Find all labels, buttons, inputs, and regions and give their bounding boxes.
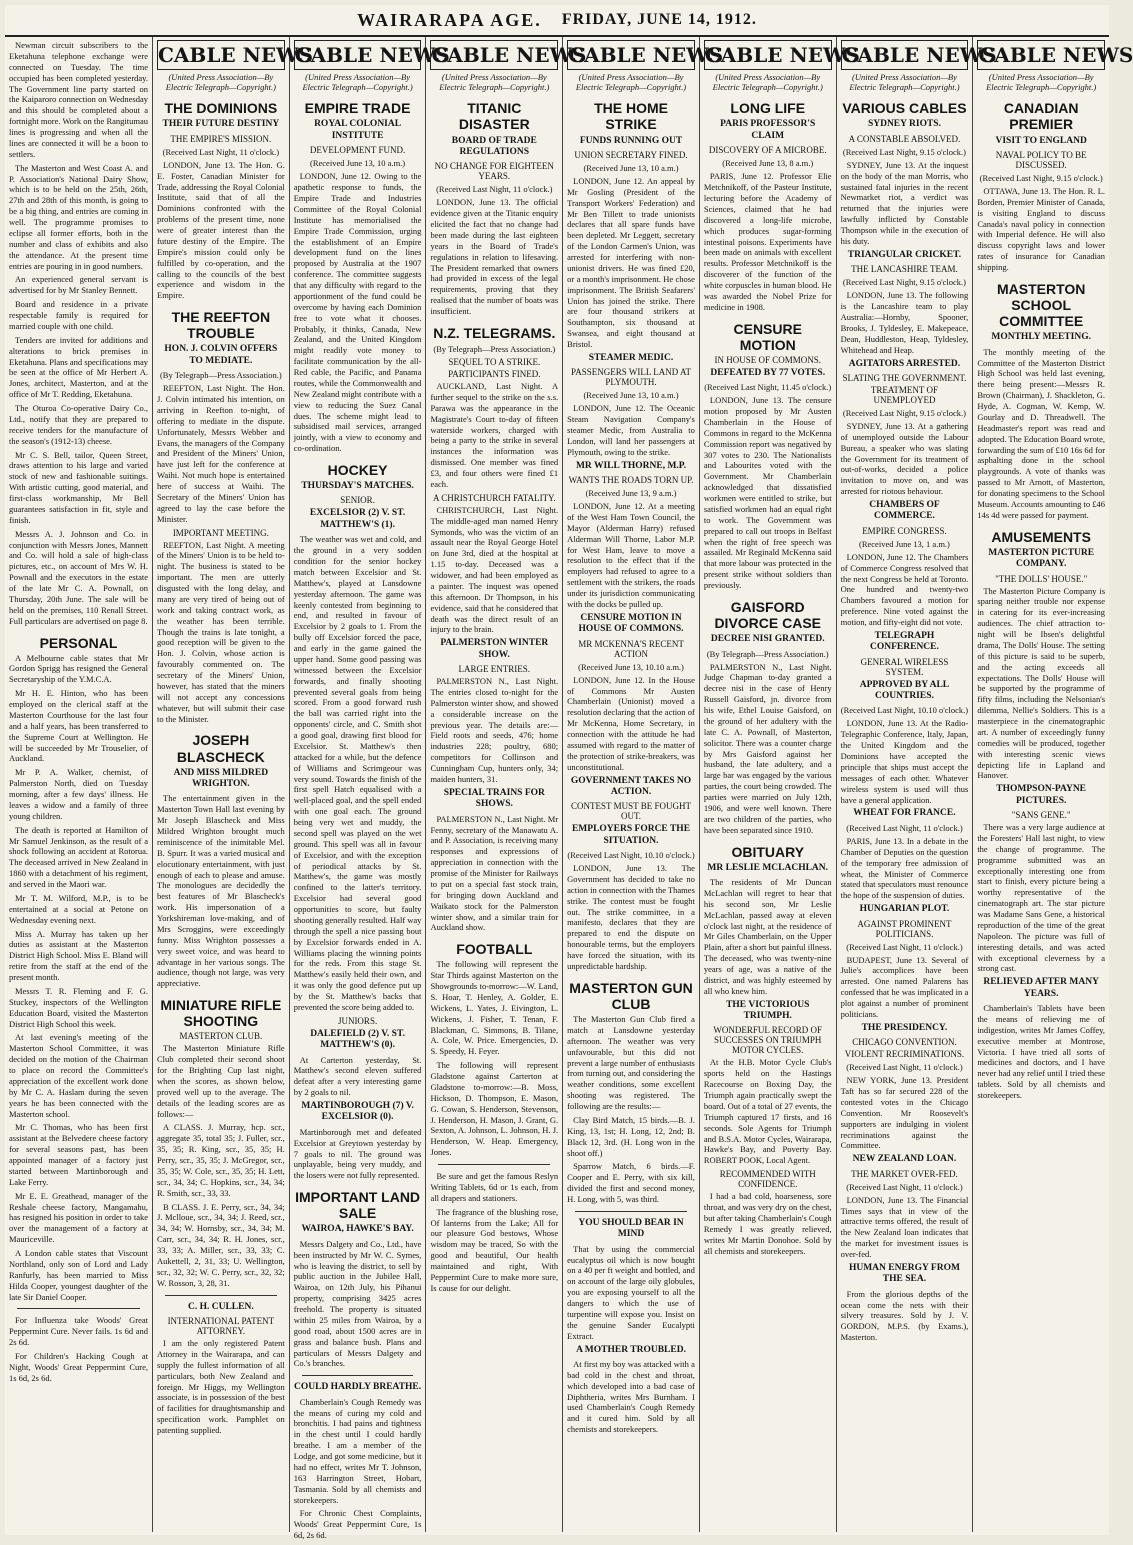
dateline: (By Telegraph—Press Association.) [433,344,556,355]
minor-heading: "THE DOLLS' HOUSE." [995,573,1088,584]
paragraph: BUDAPEST, June 13. Several of Julie's accomplices have been arrested. One named Palarens has confessed that he was implicated in a plot against a number of prominent politicians. [840,954,969,1019]
news-column [973,37,1133,1532]
minor-heading: THE EMPIRE'S MISSION. [170,133,272,144]
subheadline: SYDNEY RIOTS. [867,119,941,130]
dateline: (By Telegraph—Press Association.) [159,370,282,381]
headline: VARIOUS CABLES [842,100,967,117]
minor-heading: DEVELOPMENT FUND. [309,145,406,156]
paragraph: Martinborough met and defeated Excelsior at Greytown yesterday by 7 goals to nil. The ground was unplayable, being very muddy, and the losers were not fully represented. [293,1126,422,1181]
subheadline: THE VICTORIOUS TRIUMPH. [726,999,810,1022]
paragraph: From the glorious depths of the ocean come the nets with their silvery treasures. Sold by J. V. GORDON, M.P.S. (by Exams.), Masterton. [840,1288,969,1343]
subheadline: MONTHLY MEETING. [991,332,1091,343]
paragraph: LONDON, June 13. The censure motion proposed by Mr Austen Chamberlain in the House of Commons in regard to the McKenna Commission report was negatived by 307 votes to 230. The Nationalists and Labourites voted with the Government. Mr Chamberlain acknowledged that dissatisfied workmen were entitled to strike, but satisfied workmen had an equal right to work. The Government was prepared to call out troops in Belfast when the right of free speech was assailed. Mr Reginald McKenna said that more labour was protected in the present strike without soldiers than previously. [703,395,832,591]
paragraph: The following will represent Gladstone against Carterton at Gladstone to-morrow:—B. Moss, Hickson, D. Thompson, E. Mason, G. Cowan, S. Henderson, Stevenson, J. Henderson, H. Mason, J. Grant, G. Sexton, A. Johnson, L. Johnson, H. J. Henderson, W. Heap. Emergency, Jones. [430,1060,559,1158]
headline: CANADIAN PREMIER [1003,100,1079,133]
paragraph: At the H.B. Motor Cycle Club's sports held on the Hastings Racecourse on Boxing Day, the Triumph again practically swept the board. Out of a total of 27 events, the Triumph captured 17 firsts, and 16 seconds. Sole Agents for Triumph and B.S.A. Motor Cycles, Wairarapa, Hawke's Bay, and Poverty Bay. ROBERT POOK, Local Agent. [703,1057,832,1166]
subheadline: DALEFIELD (2) V. ST. MATTHEW'S (0). [310,1028,405,1051]
dateline: (Received Last Night, 9.15 o'clock.) [842,277,966,288]
paragraph: Mr C. Thomas, who has been first assistant at the Belvedere cheese factory for several seasons past, has been appointed manager of a factory just started between Martinborough and Lake Ferry. [9,1122,148,1187]
paragraph: At last evening's meeting of the Masterton School Committee, it was decided on the motion of the Chairman to place on record the Committee's appreciation of the excellent work done by Mr C. A. Haslam during the seven years he has been connected with the Masterton school. [9,1032,148,1119]
minor-heading: VIOLENT RECRIMINATIONS. [844,1049,965,1060]
paragraph: AUCKLAND, Last Night. A further sequel to the strike on the s.s. Parawa was the appearance in the Magistrate's Court to-day of fifteen waterside workers, charged with being a party to the strike in several instances the information was dismissed. One member was fined £3, and four others were fined £1 each. [430,381,559,489]
paragraph: Be sure and get the famous Reslyn Writing Tablets, 6d or 1s each, from all drapers and stationers. [430,1171,559,1203]
cable-news-heading: CABLE NEWS [977,40,1105,70]
press-credit: (United Press Association—By Electric Telegraph—Copyright.) [439,72,550,93]
paragraph: Messrs T. R. Fleming and F. G. Stuckey, inspectors of the Wellington Education Board, visited the Masterton District High School this week. [9,985,148,1029]
paragraph: LONDON, June 12. The Oceanic Steam Navigation Company's steamer Medic, from Australia to London, will land her passengers at Plymouth, owing to the strike. [567,403,695,457]
minor-heading: WANTS THE ROADS TORN UP. [568,475,694,486]
paragraph: B CLASS. J. E. Perry, scr., 34, 34; J. Mclloue, scr., 34, 34; J. Reed, scr., 34, 34; W. Hornsby, scr., 34, 34; M. Carr, scr., 34, 34; R. H. Jones, scr., 33, 33; A. Miller, scr., 33, 33; C. Aukettell, 2, 31, 33; U. Wellington, scr., 32, 32; W. C. Perry, scr., 32, 32; W. Rosson, 3, 28, 31. [157,1201,285,1288]
headline: THE REEFTON TROUBLE [171,309,271,342]
dateline: (Received June 13, 10 a.m.) [310,158,406,169]
news-column [153,37,314,1532]
paragraph: The Masterton Gun Club fired a match at Lansdowne yesterday afternoon. The weather was very unfavourable, but this did not prevent a large number of enthusiasts from turning out, and considering the weather conditions, some excellent shooting was registered. The following are the results:— [567,1014,695,1112]
cable-news-heading: CABLE NEWS [841,40,969,70]
dateline: (Received Last Night, 11 o'clock.) [436,184,553,195]
paragraph: CHRISTCHURCH, Last Night. The middle-aged man named Henry Symonds, who was the victim of an assault near the Royal George Hotel on June 3rd, died at the hospital at 1.15 to-day. Deceased was a widower, and had been employed as a painter. The inquest was opened this afternoon. Dr Thompson, in his evidence, said that he considered that death was the direct result of an injury to the brain. [430,504,559,635]
paragraph: At first my boy was attacked with a bad cold in the chest and throat, which developed into a bad case of Diphtheria, writes Mrs Burnham. I used Chamberlain's Cough Remedy and it cured him. Sold by all chemists and storekeepers. [567,1358,695,1435]
cable-news-heading: CABLE NEWS [704,40,832,70]
press-credit: (United Press Association—By Electric Telegraph—Copyright.) [849,72,960,93]
paragraph: Mr P. A. Walker, chemist, of Palmerston North, died on Tuesday morning, after a few days' illness. He leaves a widow and a family of three young children. [9,767,148,821]
subheadline: DEFEATED BY 77 VOTES. [710,367,826,378]
minor-heading: SENIOR. [340,495,375,506]
cable-news-banner [157,40,314,93]
cable-news-heading: CABLE NEWS [294,40,422,70]
subheadline: DECREE NISI GRANTED. [710,634,825,645]
subheadline: AND MISS MILDRED WRIGHTON. [173,767,269,790]
minor-heading: CHICAGO CONVENTION. [852,1037,957,1048]
minor-heading: GENERAL WIRELESS SYSTEM. [860,656,949,677]
news-column [426,37,587,1532]
headline: PERSONAL [39,634,118,651]
subheadline: WHEAT FOR FRANCE. [853,808,956,819]
subheadline: THOMPSON-PAYNE PICTURES. [996,784,1087,806]
headline: MASTERTON GUN CLUB [569,979,693,1012]
minor-heading: THE LANCASHIRE TEAM. [851,264,958,275]
paragraph: The Masterton and West Coast A. and P. Association's National Dairy Show, which is to be held on the 25th, 26th, 27th and 28th of this month, is going to be a big thing, and entries are coming in well. The programme promises to eclipse all former efforts, both in the number and class of exhibits and also the attendance. At the present time entries are pouring in in good numbers. [9,162,148,271]
paragraph: The fragrance of the blushing rose, Of lanterns from the Lake; All for our pleasure God bestows, Whose wisdom may be traced, So with the good and beautiful, Our health maintained and right, With Peppermint Cure to make more sure, Is cause for our delight. [430,1206,559,1293]
paragraph: That by using the commercial eucalyptus oil which is now bought on a 40 per ft weight and bottled, and on account of the large oily globules, you are exposing yourself to all the dangers to which the use of turpentine will expose you. Insist on the genuine Sander Eucalypti Extract. [567,1243,695,1341]
paragraph: Chamberlain's Cough Remedy was the means of curing my cold and bronchitis. I had pains and tightness in the chest until I could hardly breathe. I am a member of the Lodge, and got some medicine, but it had no effect, writes Mr T. Johnson, 163 Harrington Street, Hobart, Tasmania. Sold by all chemists and storekeepers. [293,1396,422,1505]
paragraph: For Influenza take Woods' Great Peppermint Cure. Never fails. 1s 6d and 2s 6d. [9,1315,148,1348]
paragraph: The Masterton Picture Company is sparing neither trouble nor expense in catering for its ever-increasing audiences. The chief attraction to-night will be Ibsen's delightful drama, The Dolls' House. The setting of this picture is said to be superb, and the acting exceeds all expectations. The Dolls' House will be supported by the programme of fifty films, including the Nelsonian's dilemma, Nellie's Soldiers. This is a masterpiece in the cinematographic art. A number of exceedingly funny comedies will be produced, together with interesting scenic views depicting life in Lapland and Hanover. [977,585,1106,781]
dateline: (Received June 13, 10 a.m.) [583,162,679,173]
headline: MASTERTON SCHOOL COMMITTEE [996,280,1086,330]
paragraph: PARIS, June 13. In a debate in the Chamber of Deputies on the question of the temporary free admission of wheat, the Minister of Commerce stated that speculators must renounce the hope of the suspension of duties. [840,835,969,901]
minor-heading: PASSENGERS WILL LAND AT PLYMOUTH. [571,367,691,388]
subheadline: APPROVED BY ALL COUNTRIES. [859,679,950,702]
minor-heading: THE MARKET OVER-FED. [851,1168,958,1179]
columns-container [5,37,1133,1541]
paragraph: The weather was wet and cold, and the ground in a very sodden condition for the senior hockey match between Excelsior and St. Matthew's, played at Lansdowne yesterday afternoon. The game was keenly contested from beginning to end, and resulted in favour of Excelsior by 2 goals to 1. From the bully off Excelsior forced the pace, and early in the game gained the upper hand. Some good passing was witnessed between the Excelsior forwards, and finally shooting prevented several goals from being scored. From a good forward rush the ball was carried right into the opponents' circle, and C. Smith shot a good goal, drawing first blood for Excelsior. St. Matthew's then attacked for a while, but the defence of Williams and Scrimgeour was very sound. Towards the finish of the first spell Hatch equalised with a well-placed goal, and the spell ended with one goal each. The ground being very wet and muddy, the second spell was played on the wet ground. This spell was all in favour of Excelsior, and with the exception of periodical attacks by St. Matthew's, the game was mostly confined to the latter's territory. Excelsior had several good opportunities to score, but faulty shooting generally resulted. Half way through the spell a nice passing bout by Excelsior forwards ended in A. Williams placing the winning points for the reds. From this stage St. Matthew's easily held their own, and it was only the good defence put up by the St. Matthew's backs that prevented the score being added to. [293,534,422,1012]
subheadline: THE PRESIDENCY. [861,1022,948,1033]
paragraph: Clay Bird Match, 15 birds.—B. J. King, 13, 1st; H. Long, 12, 2nd; B. Black 12, 3rd. (H. Long won in the shoot off.) [567,1114,695,1158]
minor-heading: SEQUEL TO A STRIKE. [448,357,541,368]
dateline: (Received Last Night, 9.15 o'clock.) [979,172,1103,183]
minor-heading: SLATING THE GOVERNMENT. [842,372,967,383]
paragraph: The following will represent the Star Thirds against Masterton on the Showgrounds to-morrow:—W. Land, S. Hoar, T. Henley, A. Golder, E. Wickens, L. Yates, J. Eivington, L. Wickens, J. Fisher, T. Tenan, F. Blackman, C. Simmons, B. Tilane, A. Cole, W. Price. Emergencies, D. S. Speedy, H. Feyer. [430,959,559,1057]
minor-heading: "SANS GENE." [1011,810,1071,821]
dateline: (Received Last Night, 11 o'clock.) [846,822,963,833]
divider [302,1375,414,1376]
paragraph: SYDNEY, June 13. At the inquest on the body of the man Morris, who sustained fatal injuries in the recent Newmarket riot, a verdict was returned that the injuries were lawfully inflicted by Constable Thompson while in the execution of his duty. [840,159,969,246]
paragraph: LONDON, June 13. The Government has decided to take no action in connection with the Thames strike. The contest must be fought out. The strike committee, in a manifesto, declares that they are prepared to end the dispute on honourable terms, but the employers have forced the situation, with its unpredictable hardship. [567,863,695,971]
paragraph: The monthly meeting of the Committee of the Masterton District High School was held last evening, there being present:—Messrs R. Brown (Chairman), J. Shackleton, G. Hyde, A. Cogman, W. Kemp, W. Gourlay and D. Threadwell. The Headmaster's report was read and adopted. The Education Board wrote, forwarding the sum of £10 16s 6d for asphalting done in the school playgrounds. A vote of thanks was passed to Mr Arnott, of Masterton, for donating specimens to the School Museum. Accounts amounting to £46 14s 4d were passed for payment. [977,346,1106,520]
paragraph: Mr H. E. Hinton, who has been employed on the clerical staff at the Masterton Courthouse for the last four and a half years, has been transferred to the Supreme Court at Wellington. He will be succeeded by Mr Trouselier, of Auckland. [9,688,148,764]
news-column [837,37,997,1532]
minor-heading: IMPORTANT MEETING. [172,527,269,538]
paragraph: LONDON, June 12. The Chambers of Commerce Congress resolved that the next Congress be held at Toronto. One hundred and twenty-two Chambers favoured a motion for preference. Nine voted against the motion, and fifty-eight did not vote. [840,551,969,628]
press-credit: (United Press Association—By Electric Telegraph—Copyright.) [986,72,1097,93]
headline: LONG LIFE [730,100,806,117]
dateline: (Received June 13, 1 a.m.) [859,538,950,549]
dateline: (Received June 13, 8 a.m.) [722,158,814,169]
subheadline: THURSDAY'S MATCHES. [301,481,414,492]
dateline: (Received Last Night, 10.10 o'clock.) [567,850,695,861]
minor-heading: A CHRISTCHURCH FATALITY. [432,492,556,503]
minor-heading: NAVAL POLICY TO BE DISCUSSED. [995,149,1087,170]
paragraph: PARIS, June 12. Professor Elie Metchnikoff, of the Pasteur Institute, lecturing before the Academy of Sciences, claimed that he had discovered a long-life microbe, which produces sugar-forming intestinal poisons. Experiments have been made on animals with excellent results. Professor Metchnikoff is the discoverer of the function of the white corpuscles in human blood. He was awarded the Nobel Prize for medicine in 1908. [703,171,832,312]
cable-news-banner [294,40,450,93]
paragraph: NEW YORK, June 13. President Taft has so far secured 228 of the contested votes in the Chicago Convention. Mr Roosevelt's supporters are indulging in violent recriminations against the Committee. [840,1075,969,1151]
subheadline: GOVERNMENT TAKES NO ACTION. [570,775,692,797]
paragraph: PALMERSTON N., Last Night. Judge Chapman to-day granted a decree nisi in the case of Henry Russell Gaisford, jn. divorce from his wife, Ethel Louise Gaisford, on the ground of her adultery with the late C. A. Pownall, of Masterton, solicitor. There was a counter charge by Mrs Gaisford against her husband, the late adultery, and a large bar was engaged by the various parties, the court being crowded. The parties were married on July 12th, 1906, and were well known. There are two children of the parties, who have been separated since 1910. [703,661,832,835]
news-column [700,37,860,1532]
paragraph: For Children's Hacking Cough at Night, Woods' Great Peppermint Cure, 1s 6d, 2s 6d. [9,1351,148,1383]
paragraph: Messrs Dalgety and Co., Ltd., have been instructed by Mr W. C. Symes, who is leaving the district, to sell by public auction in the Jubilee Hall, Wairoa, on 12th July, his Pihanui property, comprising 3425 acres freehold. The property is situated within 25 miles from Wairoa, by a good road, about 1500 acres are in grass and balance bush. Plans and particulars of Messrs Dalgety and Co.'s branches. [293,1238,422,1369]
paragraph: Chamberlain's Tablets have been the means of relieving me of indigestion, writes Mr James Coffey, executive member at Montrose, Victoria. I have tried all sorts of medicines and doctors, and I have never had any relief until I tried these tablets. Sold by all chemists and storekeepers. [977,1003,1106,1101]
masthead [5,5,1109,37]
paragraph: LONDON, June 13. The official evidence given at the Titanic enquiry elicited the fact that no change had been made during the last eighteen years in the Board of Trade's regulations in relation to lifesaving. The President remarked that owners had provided in excess of the legal requirements, proving that they realised that the number of boats was insufficient. [430,197,559,317]
dateline: (Received Last Night, 11 o'clock.) [846,1181,963,1192]
dateline: (By Telegraph—Press Association.) [706,648,829,659]
paragraph: Sparrow Match, 6 birds.—F. Cooper and E. Perry, with six kill, divided the first and second money, H. Long, with 5, was third. [567,1161,695,1205]
subheadline: HUMAN ENERGY FROM THE SEA. [848,1262,960,1285]
press-credit: (United Press Association—By Electric Telegraph—Copyright.) [712,72,823,93]
subheadline: FUNDS RUNNING OUT [579,135,683,146]
headline: FOOTBALL [456,941,533,958]
divider [165,1295,277,1296]
minor-heading: A CONSTABLE ABSOLVED. [848,133,961,144]
minor-heading: TREATMENT OF UNEMPLOYED [870,384,938,405]
headline: GAISFORD DIVORCE CASE [714,598,822,632]
paragraph: Newman circuit subscribers to the Eketahuna telephone exchange were connected on Tuesday. The time occupied has been completed yesterday. The Government line party started on the Kaiparoro connection on Wednesday and this should be completed about a fortnight more. Work on the Rangitumau lines is progressing and when all the lines are connected it will be a boon to settlers. [9,40,148,159]
paragraph: OTTAWA, June 13. The Hon. R. L. Borden, Premier Minister of Canada, is visiting England to discuss Canada's naval policy in connection with Imperial defence. He will also discuss copyright laws and lower rates of insurance for Canadian shipping. [977,185,1106,273]
paragraph: The entertainment given in the Masterton Town Hall last evening by Mr Joseph Blascheck and Miss Mildred Wrighton brought much reminiscence of the inimitable Mel. B. Spurr. It was a varied musical and elocutionary entertainment, with just enough of each to please and amuse. The monologues are decidedly the best features of Mr Blascheck's work. His impersonation of a Yorkshireman love-making, and of Mrs Scroggins, were exceedingly funny. Miss Wrighton possesses a very sweet voice, and was heard to advantage in her various songs. The audience, though not large, was very appreciative. [157,793,285,989]
headline: OBITUARY [731,843,805,860]
minor-heading: CONTEST MUST BE FOUGHT OUT. [571,801,691,822]
paragraph: The residents of Mr Duncan McLachlan will regret to hear that his second son, Mr Leslie McLachlan, passed away at eleven o'clock last night, at the residence of Mr Giles Chamberlain, on the Upper Plain, after a short but painful illness. The deceased, who was twenty-nine years of age, was a native of the district, and was highly esteemed by all who knew him. [703,877,832,996]
paragraph: LONDON, June 13. At the Radio-Telegraphic Conference, Italy, Japan, the United Kingdom and the Dominions have accepted the principle that ships must accept the messages of each other. Whatever wireless system is used will thus have a general application. [840,718,969,805]
paragraph: PALMERSTON N., Last Night. The entries closed to-night for the Palmerston winter show, and showed a considerable increase on the previous year. The details are:—Field roots and seeds, 476; home industries 228; poultry, 680; competitors for Collinson and Cunningham Cup, hunters only, 34; maiden hunters, 31. [430,676,559,784]
paragraph: REEFTON, Last Night. The Hon. J. Colvin intimated his intention, on arriving in Reefton to-night, of offering to mediate in the dispute. Unfortunately, Messrs Webber and Evans, the managers of the Company and President of the Miners' Union, have just left for the conference at Waihi. Not much hope is entertained here of success at Waihi. The Secretary of the Miners' Union has agreed to lay the case before the Minister. [157,383,285,524]
paragraph: A Melbourne cable states that Mr Gordon Sprigg has resigned the General Secretaryship of the Y.M.C.A. [9,652,148,685]
subheadline: MASTERTON PICTURE COMPANY. [988,547,1095,570]
masthead-title: WAIRARAPA AGE. [357,9,542,30]
dateline: (Received June 13, 9 a.m.) [585,488,677,499]
subheadline: STEAMER MEDIC. [588,352,674,363]
dateline: (Received Last Night, 11 o'clock.) [162,146,280,157]
headline: JOSEPH BLASCHECK [176,732,265,765]
paragraph: Mr C. S. Bell, tailor, Queen Street, draws attention to his large and varied stock of new and fashionable suitings. With artistic cutting, good material, and first-class workmanship, Mr Bell guarantees satisfaction in fit, style and finish. [9,449,148,525]
dateline: (Received Last Night, 9.15 o'clock.) [842,407,966,418]
paragraph: Tenders are invited for additions and alterations to brick premises in Eketahuna. Plans and specifications may be seen at the office of Mr Herbert A. Jones, architect, Masterton, and at the office of Mr T. Redding, Eketahuna. [9,334,148,400]
cable-news-banner [430,40,587,93]
minor-heading: IN HOUSE OF COMMONS. [714,354,821,365]
minor-heading: UNION SECRETARY FINED. [574,149,688,160]
cable-news-banner [977,40,1133,93]
divider [17,1308,140,1309]
paragraph: SYDNEY, June 13. At a gathering of unemployed outside the Labour Bureau, a speaker who was slating the Government for its treatment of out-of-works, decided a police invitation to move on, and was arrested for riotous behaviour. [840,420,969,497]
minor-heading: NO CHANGE FOR EIGHTEEN YEARS. [434,161,554,182]
paragraph: PALMERSTON N., Last Night. Mr Fenny, secretary of the Manawatu A. and P. Association, is receiving many responses and expressions of appreciation in connection with the promise of the Minister for Railways to put on a special fast stock train, for bringing down Auckland and Waikato stock for the Palmerston winter show, and a similar train for Auckland show. [430,813,559,933]
headline: TITANIC DISASTER [458,100,530,133]
headline: N.Z. TELEGRAMS. [433,324,556,341]
paragraph: An experienced general servant is advertised for by Mr Stanley Bennett. [9,274,148,296]
subheadline: TELEGRAPH CONFERENCE. [870,630,939,653]
paragraph: A London cable states that Viscount Northland, only son of Lord and Lady Ranfurly, has been married to Miss Hilda Cooper, youngest daughter of the late Sir Daniel Cooper. [9,1248,148,1302]
cable-news-heading: CABLE NEWS [430,40,558,70]
subheadline: C. H. CULLEN. [188,1301,254,1312]
cable-news-banner [567,40,724,93]
paragraph: I am the only registered Patent Attorney in the Wairarapa, and can supply the fullest information of all particulars, both New Zealand and foreign. Mr Higgs, my Wellington associate, is in possession of the best of facilities for draughtsmanship and specification work. Pamphlet on patenting supplied. [157,1338,285,1435]
paragraph: There was a very large audience at the Foresters' Hall last night, to view the change of programme. The programme submitted was an exceptionally interesting one from start to finish, every picture being a worthy representative of the cinematograph art. The star picture was Madame Sans Gene, a historical reproduction of the time of the great Napoleon. The picture was full of interesting details, and was acted with exceptional cleverness by a strong cast. [977,822,1106,974]
minor-heading: LARGE ENTRIES. [458,664,531,675]
paragraph: For Chronic Chest Complaints, Woods' Great Peppermint Cure, 1s 6d, 2s 6d. [293,1508,422,1541]
press-credit: (United Press Association—By Electric Telegraph—Copyright.) [575,72,687,93]
subheadline: NEW ZEALAND LOAN. [852,1154,957,1165]
news-column [5,37,153,1532]
subheadline: BOARD OF TRADE REGULATIONS [451,135,537,157]
subheadline: YOU SHOULD BEAR IN MIND [578,1217,684,1240]
subheadline: CENSURE MOTION IN HOUSE OF COMMONS. [578,612,684,635]
subheadline: A MOTHER TROUBLED. [576,1344,686,1355]
subheadline: COULD HARDLY BREATHE. [294,1382,422,1393]
news-column [290,37,450,1541]
minor-heading: INTERNATIONAL PATENT ATTORNEY. [167,1316,275,1336]
subheadline: HON. J. COLVIN OFFERS TO MEDIATE. [164,344,278,366]
minor-heading: EMPIRE CONGRESS. [862,525,947,536]
subheadline: MR WILL THORNE, M.P. [575,460,687,471]
dateline: (Received Last Night, 9.15 o'clock.) [842,146,966,157]
minor-heading: DISCOVERY OF A MICROBE. [708,145,827,156]
subheadline: TRIANGULAR CRICKET. [847,249,962,260]
paragraph: LONDON, June 12. An appeal by Mr Gosling (President of the Transport Workers' Federation) and Mr Ben Tillett to trade unionists declares that all spare funds have been depleted. Mr Leggett, secretary of the London Carmen's Union, was arrested for interfering with non-unionist drivers. He was fined £20, or a month's imprisonment. He chose imprisonment. The British Seafarers' Union has joined the strike. There are four thousand strikers at Southampton, six thousand at Swansea, and eight thousand at Bristol. [567,175,695,350]
minor-heading: PARTICIPANTS FINED. [448,369,541,380]
paragraph: Mr T. M. Wilford, M.P., is to be entertained at a social at Petone on Wednesday evening next. [9,892,148,925]
subheadline: MR LESLIE MCLACHLAN. [707,862,829,873]
subheadline: PARIS PROFESSOR'S CLAIM [720,119,816,141]
minor-heading: JUNIORS. [337,1015,378,1026]
minor-heading: AGAINST PROMINENT POLITICIANS. [857,918,952,939]
headline: AMUSEMENTS [991,528,1091,545]
dateline: (Received Last Night, 11.45 o'clock.) [704,382,832,393]
masthead-date: FRIDAY, JUNE 14, 1912. [561,11,757,28]
cable-news-banner [841,40,997,93]
subheadline: CHAMBERS OF COMMERCE. [869,500,940,522]
subheadline: EXCELSIOR (2) V. ST. MATTHEW'S (1). [309,508,406,530]
subheadline: RELIEVED AFTER MANY YEARS. [983,977,1099,999]
dateline: (Received Last Night, 10.10 o'clock.) [840,705,969,716]
subheadline: EMPLOYERS FORCE THE SITUATION. [571,824,691,846]
headline: THE DOMINIONS [164,100,278,117]
paragraph: LONDON, June 13. The following is the Lancashire team to play Australia:—Hornby, Spooner, Brooks, J. Tyldesley, E. Makepeace, Dean, Huddleston, Heap, Tyldesley, Whitehead and Heap. [840,290,969,355]
paragraph: A CLASS. J. Murray, hcp. scr., aggregate 35, total 35; J. Fuller, scr., 35, 35; R. King, scr., 35, 35; H. Perry, scr., 35, 35; J. McGregor, scr., 35, 35; W. Cole, scr., 35, 35; H. Lett, scr., 34, 34; C. Hopkins, scr., 34, 34; R. Smith, scr., 33, 33. [157,1122,285,1198]
subheadline: AGITATORS ARRESTED. [848,358,961,369]
dateline: (Received Last Night, 11 o'clock.) [846,941,963,952]
minor-heading: RECOMMENDED WITH CONFIDENCE. [719,1169,816,1190]
subheadline: WAIROA, HAWKE'S BAY. [301,1224,414,1235]
paragraph: I had a bad cold, hoarseness, sore throat, and was very dry on the chest, but after taking Chamberlain's Cough Remedy I was greatly relieved, writes Mr Martin Donohoe. Sold by all chemists and storekeepers. [703,1191,832,1256]
paragraph: Board and residence in a private respectable family is required for married couple with one child. [9,299,148,331]
dateline: (Received Last Night, 11 o'clock.) [846,1062,963,1073]
headline: CENSURE MOTION [733,320,802,353]
headline: MINIATURE RIFLE SHOOTING [160,997,282,1030]
subheadline: MARTINBOROUGH (7) V. EXCELSIOR (0). [301,1101,414,1123]
subheadline: THEIR FUTURE DESTINY [162,119,280,130]
press-credit: (United Press Association—By Electric Telegraph—Copyright.) [302,72,413,93]
dateline: (Received June 13, 10.10 a.m.) [578,661,684,672]
cable-news-heading: CABLE NEWS [567,40,695,70]
headline: IMPORTANT LAND SALE [295,1189,421,1222]
dateline: (Received June 13, 10 a.m.) [583,390,679,401]
paragraph: REEFTON, Last Night. A meeting of the Miners' Union is to be held to-night. The business is stated to be important. The men are utterly disgusted with the long delay, and many are very tired of being out of work and taking contract work, as the weather has been terrible. Though the trains is late tonight, a good reception will be given to the Hon. J. Colvin, whose action is favourably commented on. The secretary of the Miners' Union, however, has stated that the miners will not accept any concessions whatever, but will submit their case to the Minister. [157,539,285,724]
divider [575,1211,687,1212]
paragraph: The Oturoa Co-operative Dairy Co., Ltd., notify that they are prepared to receive tenders for the manufacture of the season's (1912-13) cheese. [9,403,148,446]
cable-news-heading: CABLE NEWS [157,40,285,70]
news-column [563,37,724,1532]
paragraph: Messrs A. J. Johnson and Co. in conjunction with Messrs Jones, Mannett and Co. will hold a sale of high-class pictures, etc., on account of Mrs W. H. Pownall and the executors in the estate of the late Mr C. A. Pownall, on Thursday, 20th June. The sale will be held on the premises, 110 Renall Street. Full particulars are advertised on page 8. [9,528,148,626]
press-credit: (United Press Association—By Electric Telegraph—Copyright.) [165,72,276,93]
paragraph: The death is reported at Hamilton of Mr Samuel Jenkinson, as the result of a shock following an accident at Rotorua. The deceased arrived in New Zealand in 1860 with a detachment of his regiment, and served in the Maori war. [9,824,148,890]
subheadline: ROYAL COLONIAL INSTITUTE [314,119,402,141]
paragraph: The Masterton Miniature Rifle Club completed their second shoot for the Brighting Cup last night, when the scores, as shown below, proved well up to the average. The details of the leading scores are as follows:— [157,1043,285,1119]
headline: EMPIRE TRADE [304,100,411,117]
paragraph: LONDON, June 12. Owing to the apathetic response to funds, the Empire Trade and Industries Committee of the Royal Colonial Institute has memorialised the Empire Trade Commission, urging the establishment of an Empire development fund on the lines proposed by Australia at the 1907 conference. The committee suggests that any difficulty with regard to the apportionment of the fund could be overcome by having each Dominion free to vote what it chooses. Probably, it thinks, Canada, New Zealand, and the United Kingdom might readily vote money to facilitate communication by the all-Red cable, the Pacific, and Panama routes, while the Commonwealth and New Zealand might contribute with a view to reducing the Suez Canal dues. The scheme might lead to subsidised mail services, arranged jointly, with a view to economy and co-ordination. [293,171,422,454]
subheadline: PALMERSTON WINTER SHOW. [440,638,549,660]
minor-heading: MASTERTON CLUB. [179,1031,263,1042]
minor-heading: MR MCKENNA'S RECENT ACTION [578,638,684,659]
subheadline: VISIT TO ENGLAND [995,135,1087,146]
paragraph: LONDON, June 13. The Hon. G. E. Foster, Canadian Minister for Trade, addressing the Royal Colonial Institute, said that of all the Dominions confronted with the problems of the present time, none were of greater interest than the future destiny of the Empire. The Empire's mission could only be fulfilled by co-operation, and the calling to the councils of the best experience and wisdom in the Empire. [157,159,285,301]
paragraph: LONDON, June 13. The Financial Times says that in view of the attractive terms offered, the result of the New Zealand loan indicates that the market for investment issues is over-fed. [840,1194,969,1260]
paragraph: At Carterton yesterday, St. Matthew's second eleven suffered defeat after a very interesting game by 2 goals to nil. [293,1054,422,1098]
cable-news-banner [704,40,860,93]
headline: HOCKEY [327,462,388,478]
headline: THE HOME STRIKE [594,100,668,133]
subheadline: SPECIAL TRAINS FOR SHOWS. [443,787,545,810]
subheadline: HUNGARIAN PLOT. [859,904,950,915]
paragraph: Mr E. E. Greathead, manager of the Reshale cheese factory, Mangamahu, has resigned his position in order to take over the management of a factory at Mauriceville. [9,1190,148,1245]
paragraph: Miss A. Murray has taken up her duties as assistant at the Masterton District High School. Miss E. Bland will retire from the staff at the end of the present month. [9,928,148,983]
divider [438,1164,550,1165]
newspaper-page [5,5,1133,1541]
paragraph: LONDON, June 12. In the House of Commons Mr Austen Chamberlain (Unionist) moved a resolution declaring that the action of Mr McKenna, Home Secretary, in connection with the attitude he had assumed with regard to the matter of the protection of strike-breakers, was unconstitutional. [567,674,695,772]
paragraph: LONDON, June 12. At a meeting of the West Ham Town Council, the Mayor (Alderman Harry) refused Alderman Will Thorne, Labor M.P. for West Ham, leave to move a resolution to the effect that if the employers had refused to agree to a settlement with the strikers, the roads under its jurisdiction communicating with the docks be pulled up. [567,501,695,609]
minor-heading: WONDERFUL RECORD OF SUCCESSES ON TRIUMPH MOTOR CYCLES. [713,1025,823,1056]
